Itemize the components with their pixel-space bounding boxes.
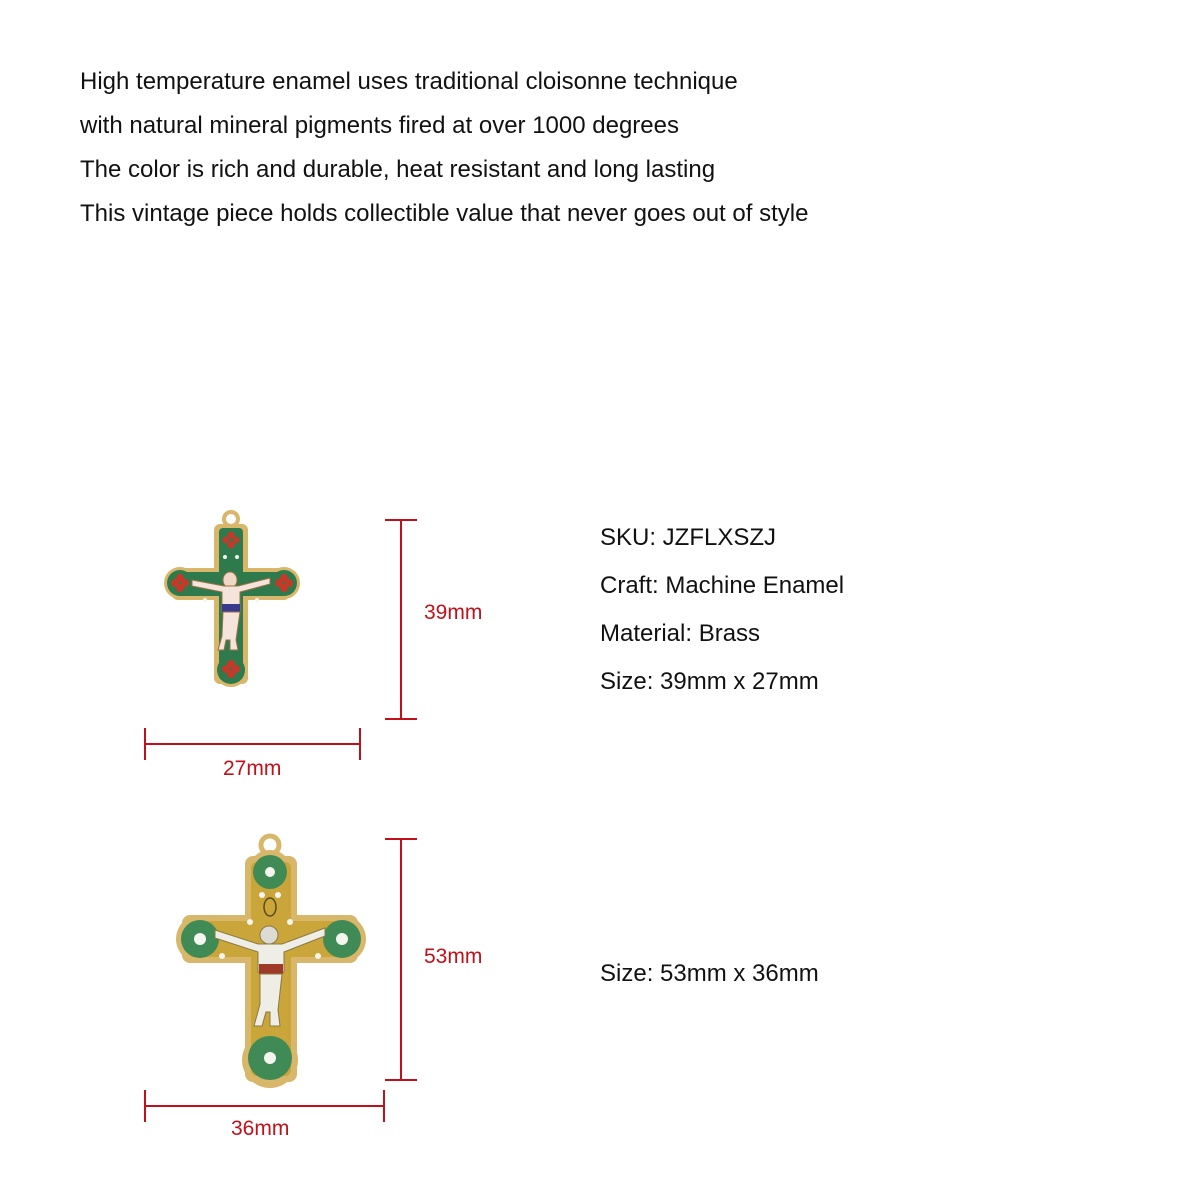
small-height-label: 39mm: [424, 601, 483, 624]
craft-text: Craft: Machine Enamel: [600, 572, 845, 599]
small-cross-image: [164, 512, 300, 687]
product-specs: [600, 514, 844, 706]
intro-line: This vintage piece holds collectible value that never goes out of style: [80, 200, 809, 227]
large-width-label: 36mm: [231, 1117, 290, 1140]
size-text: Size: 39mm x 27mm: [600, 668, 819, 695]
large-cross-image: [176, 836, 366, 1088]
large-height-dimension-line: [385, 839, 417, 1080]
large-size-text: Size: 53mm x 36mm: [600, 960, 819, 987]
small-height-dimension-line: [385, 520, 417, 719]
small-width-label: 27mm: [223, 757, 282, 780]
small-width-dimension-line: [145, 728, 360, 760]
intro-line: The color is rich and durable, heat resistant and long lasting: [80, 156, 716, 183]
large-height-label: 53mm: [424, 945, 483, 968]
material-text: Material: Brass: [600, 620, 761, 647]
intro-line: High temperature enamel uses traditional cloisonne technique: [80, 68, 738, 95]
intro-text: [80, 60, 1080, 236]
intro-line: with natural mineral pigments fired at over 1000 degrees: [80, 112, 679, 139]
sku-text: SKU: JZFLXSZJ: [600, 524, 777, 551]
